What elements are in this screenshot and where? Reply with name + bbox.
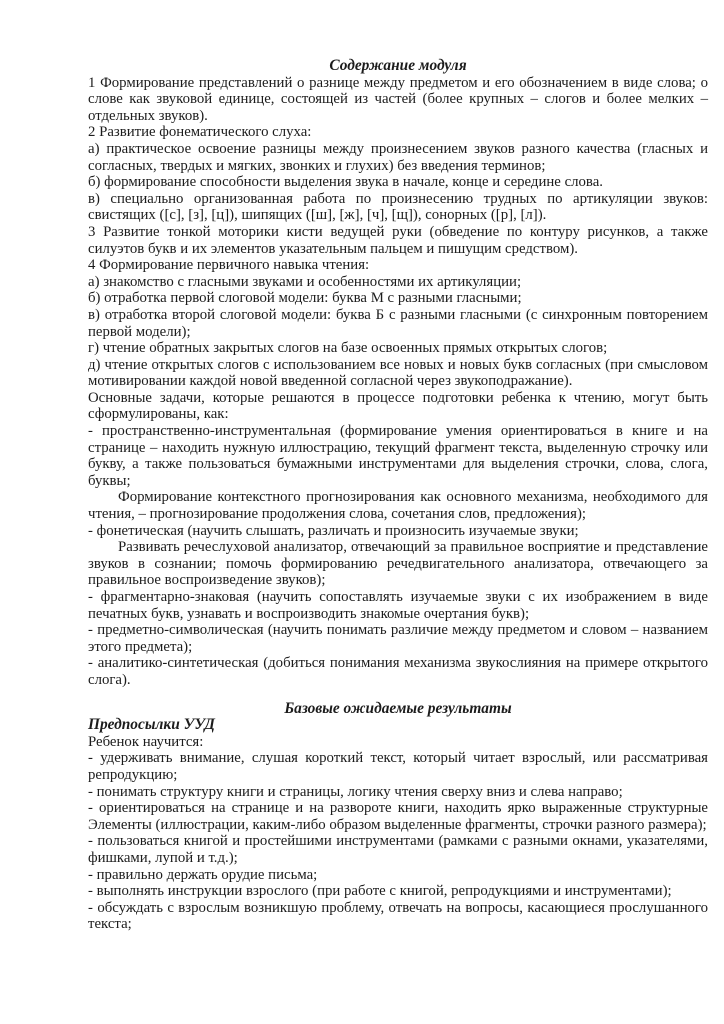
paragraph: - обсуждать с взрослым возникшую проблему, отвечать на вопросы, касающиеся прослушанного текста; — [88, 899, 708, 933]
paragraph: в) специально организованная работа по произнесению трудных по артикуляции звуков: свистящих ([с], [з], [ц]), шипящих ([ш], [ж], [ч], [щ]), сонорных ([р], [л]). — [88, 190, 708, 224]
module-content-heading: Содержание модуля — [329, 57, 467, 74]
paragraph: а) практическое освоение разницы между произнесением звуков разного качества (гласных и согласных, твердых и мягких, звонких и глухих) без введения терминов; — [88, 140, 708, 174]
paragraph: - выполнять инструкции взрослого (при работе с книгой, репродукциями и инструментами); — [88, 883, 672, 900]
paragraph: - ориентироваться на странице и на развороте книги, находить ярко выраженные структурные Элементы (иллюстрации, каким-либо образом выделенные фрагменты, строчки разного размера); — [88, 800, 708, 833]
paragraph: - понимать структуру книги и страницы, логику чтения сверху вниз и слева направо; — [88, 783, 623, 800]
paragraph: 3 Развитие тонкой моторики кисти ведущей руки (обведение по контуру рисунков, а также силуэтов букв и их элементов указательным пальцем и пишущим средством). — [88, 223, 708, 257]
paragraph: - пространственно-инструментальная (формирование умения ориентироваться в книге и на странице – находить нужную иллюстрацию, текущий фрагмент текста, выделенную строчку или букву, а также пользоваться бумажными инструментами для выделения строчки, слова, слога, буквы; — [88, 423, 708, 489]
expected-results-heading: Базовые ожидаемые результаты — [284, 699, 512, 717]
paragraph: 4 Формирование первичного навыка чтения: — [88, 257, 370, 274]
paragraph: - фонетическая (научить слышать, различать и произносить изучаемые звуки; — [88, 522, 579, 539]
paragraph: д) чтение открытых слогов с использованием все новых и новых букв согласных (при смысловом мотивировании каждой новой введенной согласной через звукоподражание). — [88, 356, 708, 390]
paragraph: Развивать речеслуховой анализатор, отвечающий за правильное восприятие и представление звуков в сознании; помочь формированию речедвигательного анализатора, отвечающего за правильное воспроизведение звуков); — [88, 539, 708, 589]
paragraph: - предметно-символическая (научить понимать различие между предметом и словом – названием этого предмета); — [88, 622, 708, 655]
paragraph: - удерживать внимание, слушая короткий текст, который читает взрослый, или рассматривая репродукцию; — [88, 750, 708, 783]
document-page — [88, 58, 708, 933]
paragraph: в) отработка второй слоговой модели: буква Б с разными гласными (с синхронным повторением первой модели); — [88, 306, 708, 340]
paragraph: 2 Развитие фонематического слуха: — [88, 124, 312, 141]
paragraph: Формирование контекстного прогнозирования как основного механизма, необходимого для чтения, – прогнозирование продолжения слова, сочетания слов, предложения); — [88, 489, 708, 523]
paragraph: - правильно держать орудие письма; — [88, 866, 318, 883]
paragraph: - пользоваться книгой и простейшими инструментами (рамками с разными окнами, указателями, фишками, лупой и т.д.); — [88, 833, 708, 866]
paragraph: - аналитико-синтетическая (добиться понимания механизма звукослияния на примере открытого слога). — [88, 655, 708, 688]
paragraph: 1 Формирование представлений о разнице между предметом и его обозначением в виде слова; о слове как звуковой единице, состоящей из частей (более крупных – слогов и более мелких – отдельных звуков). — [88, 74, 708, 124]
paragraph: б) отработка первой слоговой модели: буква М с разными гласными; — [88, 290, 522, 307]
paragraph: Ребенок научится: — [88, 733, 204, 750]
paragraph: - фрагментарно-знаковая (научить сопоставлять изучаемые звуки с их изображением в виде печатных букв, узнавать и воспроизводить знакомые очертания букв); — [88, 589, 708, 622]
paragraph: а) знакомство с гласными звуками и особенностями их артикуляции; — [88, 273, 522, 290]
paragraph: б) формирование способности выделения звука в начале, конце и середине слова. — [88, 174, 603, 191]
paragraph: г) чтение обратных закрытых слогов на базе освоенных прямых открытых слогов; — [88, 340, 608, 357]
paragraph: Основные задачи, которые решаются в процессе подготовки ребенка к чтению, могут быть сформулированы, как: — [88, 389, 708, 423]
uud-prerequisites-subheading: Предпосылки УУД — [88, 716, 215, 734]
